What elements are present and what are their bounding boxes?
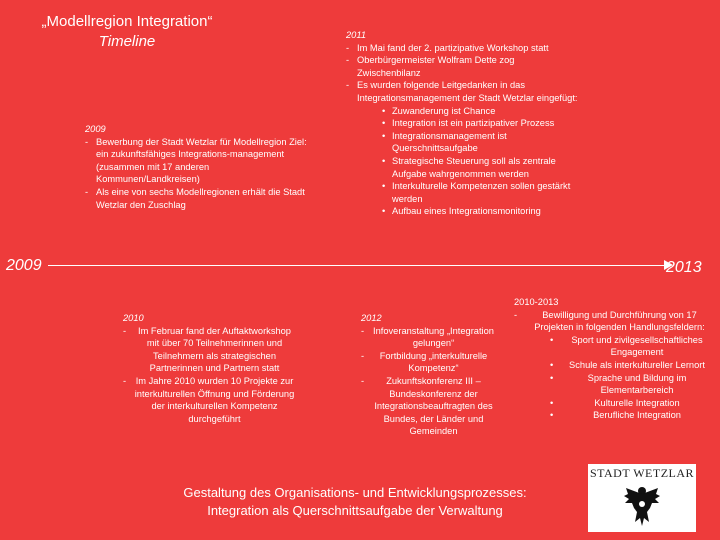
title-text: „Modellregion Integration“	[41, 13, 213, 30]
footer-caption	[120, 484, 590, 520]
block-2010-list	[123, 325, 295, 426]
block-2010-year: 2010	[123, 313, 144, 323]
bullet-item: • Sport und zivilgesellschaftliches Engagement	[514, 334, 714, 359]
timeline-line	[48, 265, 668, 266]
block-2012-year: 2012	[361, 313, 382, 323]
block-2011-bullets	[346, 105, 578, 218]
block-2010-2013-bullets	[514, 334, 714, 422]
block-2012	[361, 312, 495, 438]
list-item: - Als eine von sechs Modellregionen erhält die Stadt Wetzlar den Zuschlag	[85, 186, 315, 211]
block-2010-2013-year: 2010-2013	[514, 297, 559, 307]
bullet-item: • Integrationsmanagement ist Querschnittsaufgabe	[346, 130, 578, 155]
subtitle-text: Timeline	[98, 33, 156, 50]
timeline-start-year: 2009	[6, 257, 42, 274]
block-2010-2013	[514, 296, 714, 422]
block-2011-list	[346, 42, 578, 105]
bullet-item: • Schule als interkultureller Lernort	[514, 359, 714, 372]
bullet-item: • Berufliche Integration	[514, 409, 714, 422]
footer-line-1: Gestaltung des Organisations- und Entwicklungsprozesses:	[183, 485, 527, 500]
bullet-item: • Strategische Steuerung soll als zentrale Aufgabe wahrgenommen werden	[346, 155, 578, 180]
list-item: - Bewerbung der Stadt Wetzlar für Modellregion Ziel: ein zukunftsfähiges Integrations-management (zusammen mit 17 anderen Kommunen/Landkreisen)	[85, 136, 315, 186]
block-2010-2013-list	[514, 309, 714, 334]
list-item: - Fortbildung „interkulturelle Kompetenz“	[361, 350, 495, 375]
block-2010	[123, 312, 295, 425]
list-item: - Im Mai fand der 2. partizipative Workshop statt	[346, 42, 578, 55]
list-item: - Es wurden folgende Leitgedanken in das Integrationsmanagement der Stadt Wetzlar eingefügt:	[346, 79, 578, 104]
eagle-crest-icon	[622, 482, 662, 530]
list-item: - Infoveranstaltung „Integration gelungen“	[361, 325, 495, 350]
block-2009-year: 2009	[85, 124, 106, 134]
slide-title	[0, 12, 254, 52]
bullet-item: • Zuwanderung ist Chance	[346, 105, 578, 118]
bullet-item: • Kulturelle Integration	[514, 397, 714, 410]
bullet-item: • Sprache und Bildung im Elementarbereich	[514, 372, 714, 397]
bullet-item: • Integration ist ein partizipativer Prozess	[346, 117, 578, 130]
block-2012-list	[361, 325, 495, 438]
footer-line-2: Integration als Querschnittsaufgabe der Verwaltung	[207, 503, 503, 518]
logo-text: STADT WETZLAR	[589, 466, 695, 480]
list-item: - Im Februar fand der Auftaktworkshop mit über 70 Teilnehmerinnen und Teilnehmern als strategischen Partnerinnen und Partnern statt	[123, 325, 295, 375]
block-2009	[85, 123, 315, 211]
timeline-end-year: 2013	[666, 259, 702, 276]
list-item: - Bewilligung und Durchführung von 17 Projekten in folgenden Handlungsfeldern:	[514, 309, 714, 334]
block-2009-list	[85, 136, 315, 212]
list-item: - Zukunftskonferenz III – Bundeskonferenz der Integrationsbeauftragten des Bundes, der Länder und Gemeinden	[361, 375, 495, 438]
block-2011	[346, 29, 578, 218]
stadt-wetzlar-logo	[588, 464, 696, 532]
list-item: - Im Jahre 2010 wurden 10 Projekte zur interkulturellen Öffnung und Förderung der interkulturellen Kompetenz durchgeführt	[123, 375, 295, 425]
list-item: - Oberbürgermeister Wolfram Dette zog Zwischenbilanz	[346, 54, 578, 79]
block-2011-year: 2011	[346, 30, 366, 40]
bullet-item: • Interkulturelle Kompetenzen sollen gestärkt werden	[346, 180, 578, 205]
bullet-item: • Aufbau eines Integrationsmonitoring	[346, 205, 578, 218]
